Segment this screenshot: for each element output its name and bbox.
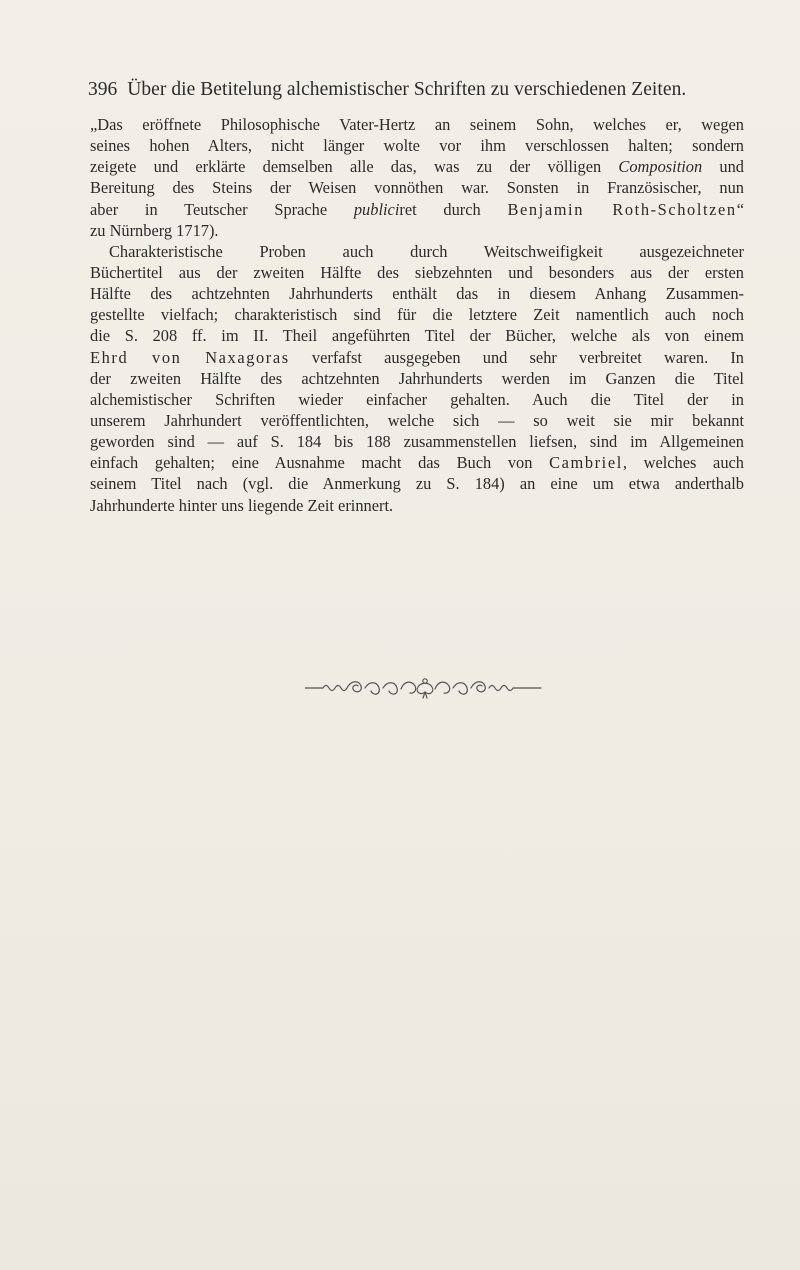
text-span: zeigete und erklärte demselben alle das, was zu der völligen bbox=[90, 157, 619, 177]
author-name: Cambriel bbox=[549, 453, 623, 473]
decorative-scroll-rule-icon bbox=[305, 677, 545, 699]
text-line: Jahrhunderte hinter uns liegende Zeit erinnert. bbox=[90, 495, 394, 515]
text-span: “ bbox=[736, 199, 744, 219]
text-line: unserem Jahrhundert veröffentlichten, welche sich — so weit sie mir bekannt bbox=[90, 410, 744, 430]
author-name: Ehrd von Naxagoras bbox=[90, 347, 290, 367]
text-line: alchemistischer Schriften wieder einfacher gehalten. Auch die Titel der in bbox=[90, 389, 744, 409]
text-line: Hälfte des achtzehnten Jahrhunderts enthält das in diesem Anhang Zusammen- bbox=[90, 284, 744, 304]
running-header bbox=[88, 79, 742, 103]
body-text bbox=[90, 114, 744, 516]
text-line bbox=[90, 347, 744, 368]
text-line: Charakteristische Proben auch durch Weitschweifigkeit ausgezeichneter bbox=[109, 241, 744, 261]
text-line: „Das eröffnete Philosophische Vater-Hertz an seinem Sohn, welches er, wegen bbox=[90, 115, 744, 134]
text-line: Büchertitel aus der zweiten Hälfte des siebzehnten und besonders aus der ersten bbox=[90, 262, 744, 282]
text-line: der zweiten Hälfte des achtzehnten Jahrhunderts werden im Ganzen die Titel bbox=[90, 368, 744, 388]
text-line bbox=[90, 452, 744, 473]
author-name: Benjamin Roth-Scholtzen bbox=[507, 199, 737, 219]
text-line: seines hohen Alters, nicht länger wolte vor ihm verschlossen halten; sondern bbox=[90, 136, 744, 156]
paragraph-main bbox=[90, 241, 744, 516]
italic-term: Composition bbox=[618, 157, 703, 177]
text-span: und bbox=[702, 157, 744, 177]
text-line: geworden sind — auf S. 184 bis 188 zusammenstellen liefsen, sind im Allgemeinen bbox=[90, 432, 744, 452]
text-line: gestellte vielfach; charakteristisch sind für die letztere Zeit namentlich auch noch bbox=[90, 305, 744, 325]
paragraph-quote bbox=[90, 114, 744, 241]
text-span: , welches auch bbox=[622, 453, 744, 473]
text-line: zu Nürnberg 1717). bbox=[90, 220, 219, 240]
text-line: die S. 208 ff. im II. Theil angeführten Titel der Bücher, welche als von einem bbox=[90, 326, 744, 346]
page-number: 396 bbox=[88, 79, 118, 100]
text-line: Bereitung des Steins der Weisen vonnöthen war. Sonsten in Französischer, nun bbox=[90, 178, 744, 198]
text-span: aber in Teutscher Sprache bbox=[90, 199, 354, 219]
text-span: ret durch bbox=[399, 199, 508, 219]
running-title: Über die Betitelung alchemistischer Schriften zu verschiedenen Zeiten. bbox=[127, 79, 687, 100]
text-line bbox=[90, 156, 744, 177]
text-line bbox=[90, 199, 744, 220]
text-line: seinem Titel nach (vgl. die Anmerkung zu S. 184) an eine um etwa anderthalb bbox=[90, 474, 744, 494]
text-span: verfafst ausgegeben und sehr verbreitet waren. In bbox=[289, 347, 745, 367]
text-span: einfach gehalten; eine Ausnahme macht das Buch von bbox=[90, 453, 550, 473]
italic-term: publici bbox=[353, 199, 400, 219]
